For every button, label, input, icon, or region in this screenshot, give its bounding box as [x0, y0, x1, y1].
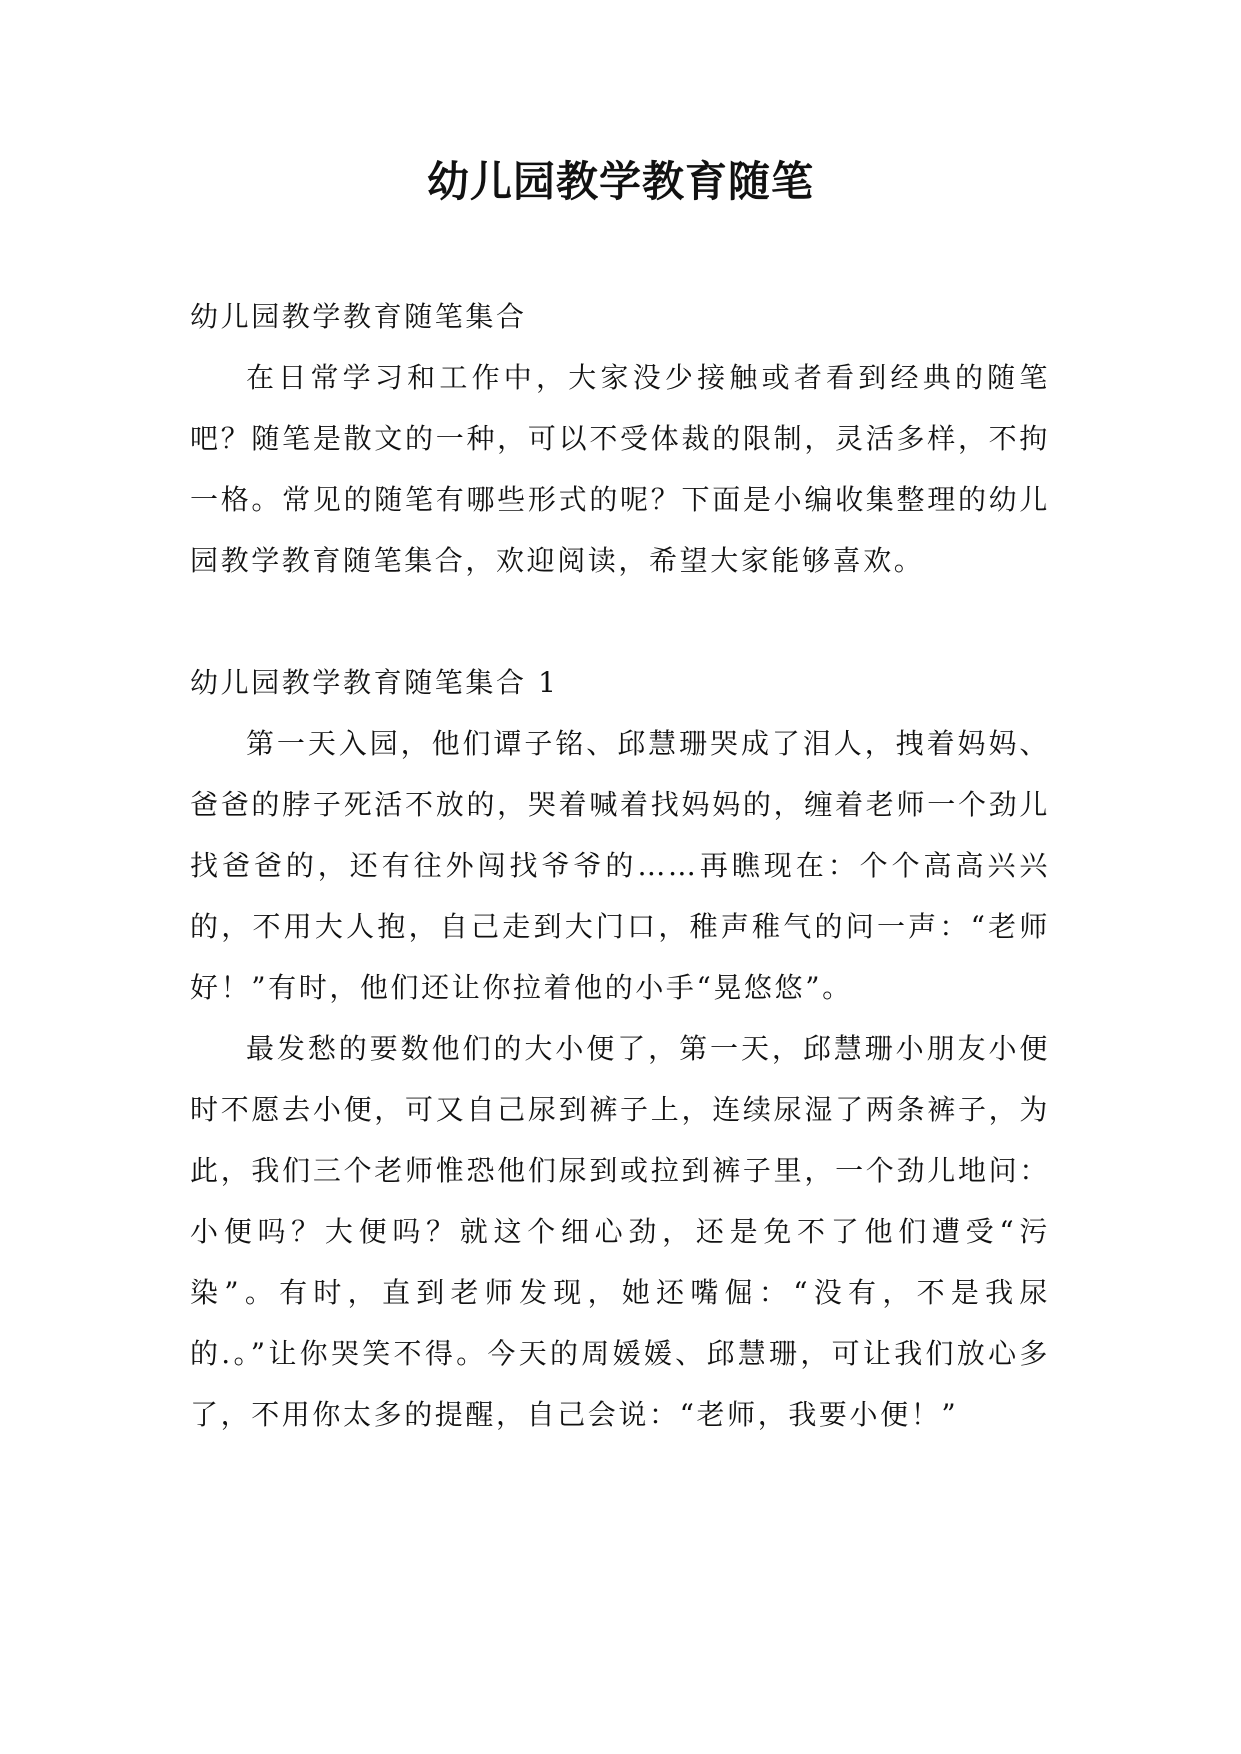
- intro-paragraph: 在日常学习和工作中，大家没少接触或者看到经典的随笔吧？随笔是散文的一种，可以不受体裁的限制，灵活多样，不拘一格。常见的随笔有哪些形式的呢？下面是小编收集整理的幼儿园教学教育随笔集合，欢迎阅读，希望大家能够喜欢。: [190, 361, 1050, 577]
- section-paragraph: 第一天入园，他们谭子铭、邱慧珊哭成了泪人，拽着妈妈、爸爸的脖子死活不放的，哭着喊着找妈妈的，缠着老师一个劲儿找爸爸的，还有往外闯找爷爷的……再瞧现在：个个高高兴兴的，不用大人抱，自己走到大门口，稚声稚气的问一声：“老师好！”有时，他们还让你拉着他的小手“晃悠悠”。: [190, 727, 1050, 1004]
- document-body: [190, 286, 1050, 1445]
- section-heading: 幼儿园教学教育随笔集合 1: [190, 666, 559, 699]
- intro-heading: 幼儿园教学教育随笔集合: [190, 300, 527, 333]
- section-paragraph: 最发愁的要数他们的大小便了，第一天，邱慧珊小朋友小便时不愿去小便，可又自己尿到裤子上，连续尿湿了两条裤子，为此，我们三个老师惟恐他们尿到或拉到裤子里，一个劲儿地问：小便吗？大便吗？就这个细心劲，还是免不了他们遭受“污染”。有时，直到老师发现，她还嘴倔：“没有，不是我尿的.。”让你哭笑不得。今天的周媛媛、邱慧珊，可让我们放心多了，不用你太多的提醒，自己会说：“老师，我要小便！”: [190, 1032, 1050, 1431]
- document-title: 幼儿园教学教育随笔: [426, 157, 814, 206]
